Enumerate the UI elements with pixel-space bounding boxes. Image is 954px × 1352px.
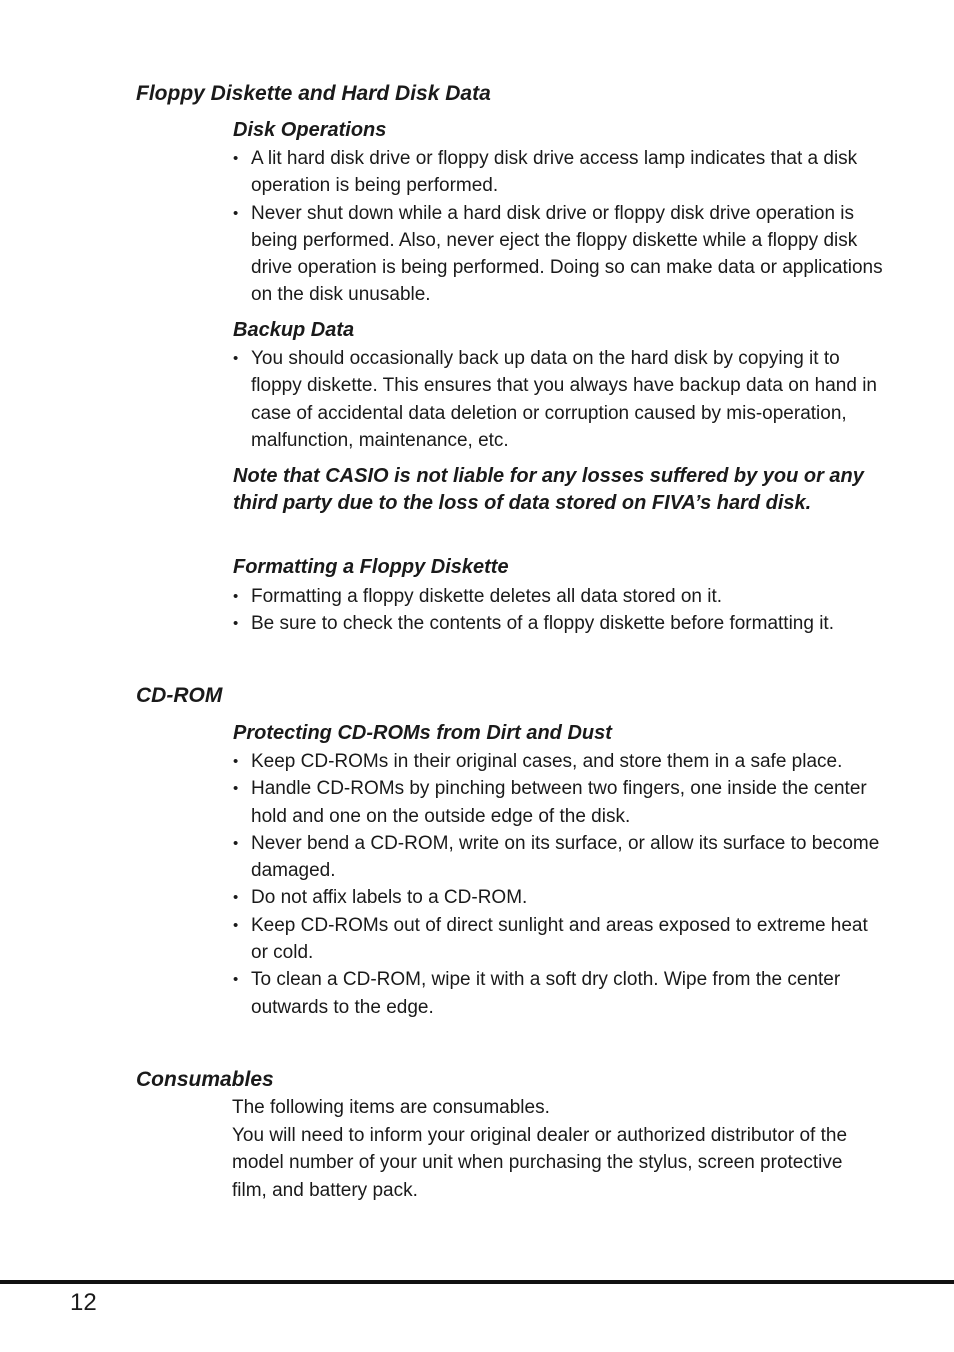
subheading-protecting-cdroms: Protecting CD-ROMs from Dirt and Dust [233, 722, 612, 744]
list-item: • Never bend a CD-ROM, write on its surface, or allow its surface to become damaged. [233, 830, 883, 885]
consumables-details: You will need to inform your original dealer or authorized distributor of the model number of your unit when purchasing the stylus, screen protective film, and battery pack. [232, 1125, 848, 1201]
footer-rule [0, 1280, 954, 1284]
list-item: • Be sure to check the contents of a floppy diskette before formatting it. [233, 610, 883, 637]
list-item: • You should occasionally back up data on the hard disk by copying it to floppy diskette. This ensures that you always have backup data on hand in case of accidental data deletion or corruption caused by mis-operation, malfunction, maintenance, etc. [233, 345, 883, 454]
subheading-backup-data: Backup Data [233, 319, 355, 341]
list-item: • Handle CD-ROMs by pinching between two fingers, one inside the center hold and one on the outside edge of the disk. [233, 775, 883, 830]
formatting-list [233, 583, 883, 638]
list-item: • Do not affix labels to a CD-ROM. [233, 884, 883, 911]
list-item: • Formatting a floppy diskette deletes all data stored on it. [233, 583, 883, 610]
list-item: • A lit hard disk drive or floppy disk drive access lamp indicates that a disk operation is being performed. [233, 145, 883, 200]
consumables-intro: The following items are consumables. [232, 1097, 550, 1118]
list-item: • Never shut down while a hard disk drive or floppy disk drive operation is being performed. Also, never eject the floppy diskette while a floppy disk drive operation is being performed. Doing so can make data or applications on the disk unusable. [233, 200, 883, 309]
disk-operations-list [233, 145, 883, 309]
backup-data-list [233, 345, 883, 454]
section-title-consumables: Consumables [136, 1068, 274, 1091]
page-number: 12 [70, 1289, 97, 1316]
section-title-floppy: Floppy Diskette and Hard Disk Data [136, 82, 491, 105]
liability-note: Note that CASIO is not liable for any losses suffered by you or any third party due to the loss of data stored on FIVA’s hard disk. [233, 465, 864, 514]
list-item: • Keep CD-ROMs out of direct sunlight and areas exposed to extreme heat or cold. [233, 912, 883, 967]
subheading-formatting: Formatting a Floppy Diskette [233, 556, 509, 578]
section-title-cdrom: CD-ROM [136, 684, 223, 707]
subheading-disk-operations: Disk Operations [233, 119, 387, 141]
protecting-cdroms-list [233, 748, 883, 1021]
list-item: • Keep CD-ROMs in their original cases, and store them in a safe place. [233, 748, 883, 775]
list-item: • To clean a CD-ROM, wipe it with a soft dry cloth. Wipe from the center outwards to the edge. [233, 966, 883, 1021]
